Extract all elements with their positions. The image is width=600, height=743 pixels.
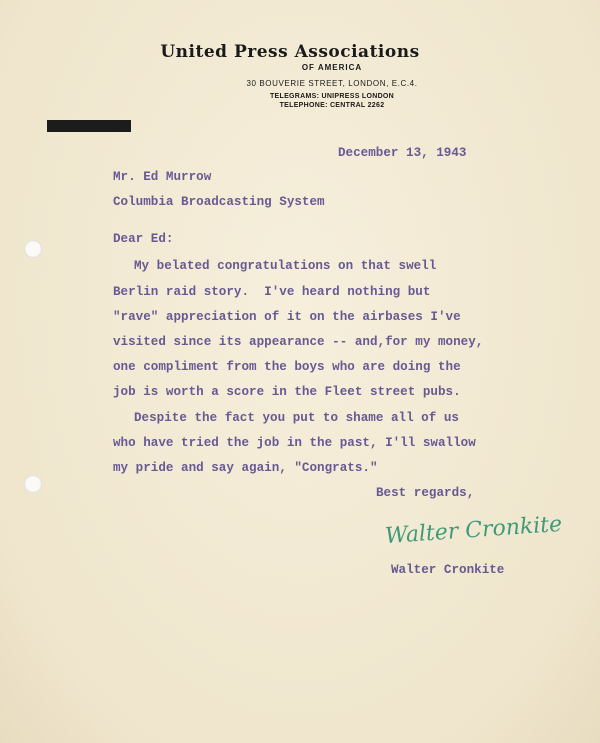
body-line: My belated congratulations on that swell [134, 259, 437, 273]
recipient-name: Mr. Ed Murrow [113, 170, 212, 184]
recipient-org: Columbia Broadcasting System [113, 195, 325, 209]
salutation: Dear Ed: [113, 232, 174, 246]
letterhead-telephone: TELEPHONE: CENTRAL 2262 [279, 102, 385, 109]
body-line: visited since its appearance -- and,for my money, [113, 335, 484, 349]
letterhead-subtitle: OF AMERICA [301, 63, 363, 72]
letterhead-name: United Press Associations [160, 42, 420, 62]
closing: Best regards, [376, 486, 475, 500]
body-line: who have tried the job in the past, I'll swallow [113, 436, 476, 450]
typed-name: Walter Cronkite [391, 563, 505, 577]
body-line: one compliment from the boys who are doing the [113, 360, 461, 374]
punch-hole [24, 475, 42, 493]
body-line: job is worth a score in the Fleet street pubs. [113, 385, 461, 399]
letterhead-address: 30 BOUVERIE STREET, LONDON, E.C.4. [246, 79, 418, 88]
redaction-bar [47, 120, 131, 132]
punch-hole [24, 240, 42, 258]
body-line: "rave" appreciation of it on the airbases I've [113, 310, 461, 324]
handwritten-signature: Walter Cronkite [384, 511, 563, 550]
body-line: my pride and say again, "Congrats." [113, 461, 378, 475]
letter-date: December 13, 1943 [338, 146, 467, 160]
body-line: Despite the fact you put to shame all of us [134, 411, 459, 425]
letterhead-telegrams: TELEGRAMS: UNIPRESS LONDON [269, 93, 395, 100]
body-line: Berlin raid story. I've heard nothing but [113, 285, 431, 299]
